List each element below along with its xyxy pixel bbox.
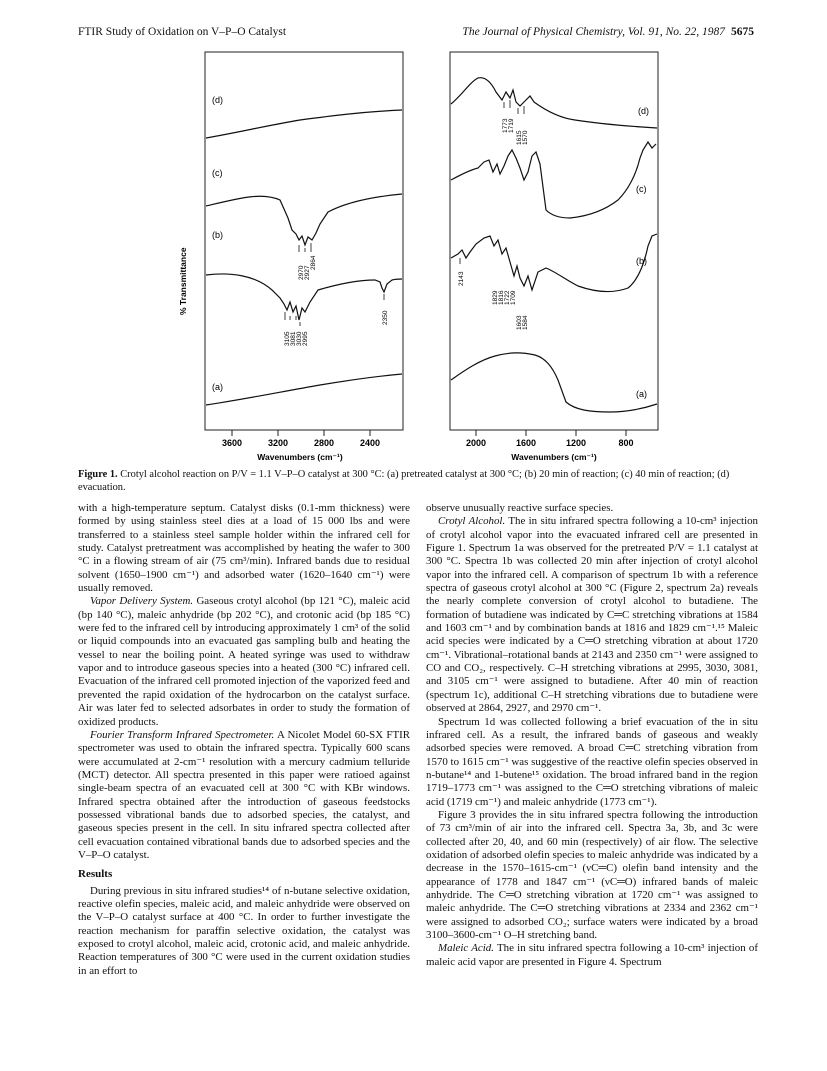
- right-annot-2143: 2143: [458, 271, 465, 286]
- right-trace-d: [451, 78, 657, 128]
- left-trace-c: [206, 194, 402, 245]
- right-tick-800: 800: [618, 438, 634, 448]
- right-label-b: (b): [636, 256, 647, 266]
- caption-label: Figure 1.: [78, 469, 118, 480]
- right-paragraph-2: Crotyl Alcohol. The in situ infrared spectra following a 10-cm³ injection of crotyl alcohol vapor into the evacuated infrared cell are presented in Figure 1. Spectrum 1a was observed for the pretreated P/V = 1.1 catalyst at 300 °C. Spectra 1b was collected 20 min after injection of crotyl alcohol vapor into the infrared cell. A comparison of spectrum 1b with a reference spectra of gaseous crotyl alcohol at 300 °C (Figure 2, spectrum 2a) reveals the nearly complete conversion of crotyl alcohol to butadiene. The formation of butadiene was indicated by C═C stretching vibrations at 1584 and 1603 cm⁻¹ and by combination bands at 1816 and 1829 cm⁻¹.¹⁵ Maleic acid species were indicated by a C═O stretching vibration at about 1720 cm⁻¹. Vibrational–rotational bands at 2143 and 2350 cm⁻¹ were assigned to CO and CO₂, respectively. C–H stretching vibrations at 2995, 3030, 3081, and 3105 cm⁻¹ were assigned to butadiene. After 40 min of reaction (spectrum 1c), additional C–H stretching vibrations due to butadiene were observed at 2864, 2927, and 2970 cm⁻¹.: [426, 515, 758, 715]
- left-annot-3081: 3081: [290, 331, 297, 346]
- figure-1: [0, 40, 827, 468]
- left-annot-2864: 2864: [310, 255, 317, 270]
- right-annot-1816: 1816: [498, 290, 505, 305]
- right-trace-c: [451, 142, 656, 218]
- left-annot-3105: 3105: [284, 331, 291, 346]
- left-tick-2400: 2400: [359, 438, 381, 448]
- left-annot-2927: 2927: [304, 265, 311, 280]
- right-label-c: (c): [636, 184, 647, 194]
- right-annot-1570: 1570: [522, 130, 529, 145]
- left-xlabel: Wavenumbers (cm⁻¹): [257, 452, 343, 462]
- right-plot-frame: [450, 52, 658, 430]
- results-heading: Results: [78, 868, 113, 881]
- figure-caption: [78, 468, 758, 494]
- right-annot-1722: 1722: [504, 290, 511, 305]
- right-annot-1719: 1719: [508, 118, 515, 133]
- page-number: 5675: [731, 26, 754, 38]
- right-xlabel: Wavenumbers (cm⁻¹): [511, 452, 597, 462]
- right-trace-b: [451, 234, 657, 292]
- right-tick-1200: 1200: [565, 438, 587, 448]
- right-label-a: (a): [636, 389, 647, 399]
- left-trace-d: [206, 110, 402, 138]
- left-ylabel: % Transmittance: [178, 247, 188, 315]
- right-trace-a: [451, 353, 657, 412]
- left-paragraph-3: Fourier Transform Infrared Spectrometer. A Nicolet Model 60-SX FTIR spectrometer was used to obtain the infrared spectra. Typically 600 scans were accumulated at 2-cm⁻¹ resolution with a mercury cadmium telluride (MCT) detector. All spectra presented in this paper were ratioed against single-beam spectra of an evacuated cell at 300 °C with KBr windows. Infrared spectra obtained after the introduction of gaseous feedstocks possessed vibrational bands due to adsorbed species, the catalyst, and gaseous species present in the cell. In situ infrared spectra collected after cell evacuation contained vibrational bands due to adsorbed species and the V–P–O catalyst.: [78, 728, 411, 861]
- right-label-d: (d): [638, 106, 649, 116]
- right-annot-1773: 1773: [502, 118, 509, 133]
- right-annot-1584: 1584: [522, 315, 529, 330]
- right-annot-1709: 1709: [510, 290, 517, 305]
- left-tick-3600: 3600: [221, 438, 243, 448]
- right-text-column: [426, 502, 758, 969]
- left-paragraph-1: with a high-temperature septum. Catalyst disks (0.1-mm thickness) were formed by using stainless steel dies at a load of 15 000 lbs and were transferred to a stainless steel sample holder within the infrared cell for study. Catalyst pretreatment was accomplished by heating the wafer to 300 °C in a flowing stream of air (75 cm³/min). Infrared bands due to residual solvent (1650–1900 cm⁻¹) and adsorbed water (1620–1640 cm⁻¹) were usually removed.: [78, 502, 410, 595]
- right-paragraph-1: observe unusually reactive surface species.: [426, 502, 614, 514]
- left-label-a: (a): [212, 382, 223, 392]
- right-annot-1615: 1615: [516, 130, 523, 145]
- right-tick-2000: 2000: [465, 438, 487, 448]
- left-tick-2800: 2800: [313, 438, 335, 448]
- left-annot-2995: 2995: [302, 331, 309, 346]
- left-tick-3200: 3200: [267, 438, 289, 448]
- left-annot-3030: 3030: [296, 331, 303, 346]
- left-label-c: (c): [212, 168, 223, 178]
- right-spectrum-panel: [450, 52, 658, 462]
- left-paragraph-4: During previous in situ infrared studies¹⁴ of n-butane selective oxidation, reactive olefin species, maleic acid, and maleic anhydride were observed on the V–P–O catalyst surface at 400 °C. In order to further investigate the reaction mechanism for paraffin selective oxidation, the catalyst was exposed to crotyl alcohol, maleic acid, crotonic acid, and maleic anhydride. Reaction temperatures of 300 °C were used in the current oxidation studies in an effort to: [78, 884, 410, 977]
- left-paragraph-2: Vapor Delivery System. Gaseous crotyl alcohol (bp 121 °C), maleic acid (bp 140 °C), maleic anhydride (bp 202 °C), and crotonic acid (bp 185 °C) were fed to the infrared cell by introducing approximately 1 cm³ of the solid or liquid compounds into an evacuated gas sampling bulb and heating the vessel to near the boiling point. A heated syringe was used to withdraw vapor and to introduce gaseous species into a heated (300 °C) infrared cell. Evacuation of the infrared cell promoted injection of the vaporized feed and prevented the rapid oxidation of the hydrocarbon on the catalyst surface. Air was later fed to selected adsorbates in order to study the formation of oxidized products.: [78, 595, 410, 728]
- left-trace-a: [206, 374, 402, 405]
- left-label-b: (b): [212, 230, 223, 240]
- journal-citation: The Journal of Physical Chemistry, Vol. 91, No. 22, 1987 5675: [462, 26, 754, 38]
- right-paragraph-4: Figure 3 provides the in situ infrared spectra following the introduction of 73 cm³/min of air into the infrared cell. Spectra 3a, 3b, and 3c were collected after 20, 40, and 60 min (respectively) of air flow. The selective oxidation of adsorbed olefin species to maleic anhydride was indicated by a decrease in the 1570–1615-cm⁻¹ (νC═C) olefin band intensity and the appearance of 1778 and 1847 cm⁻¹ (νC═O) infrared bands of maleic anhydride. The C═O stretching vibration at 1720 cm⁻¹ was assigned to maleic anhydride. The C═O stretching vibrations at 2334 and 2362 cm⁻¹ were assigned to adsorbed CO₂; surface waters were indicated by a broad 3100–3600-cm⁻¹ O–H stretching band.: [426, 808, 758, 941]
- right-annot-1829: 1829: [492, 290, 499, 305]
- running-title: FTIR Study of Oxidation on V–P–O Catalyst: [78, 26, 287, 38]
- left-annot-2970: 2970: [298, 265, 305, 280]
- right-tick-1600: 1600: [515, 438, 537, 448]
- caption-text: Crotyl alcohol reaction on P/V = 1.1 V–P–O catalyst at 300 °C: (a) pretreated catalyst at 300 °C; (b) 20 min of reaction; (c) 40 min of reaction; (d) evacuation.: [78, 469, 730, 493]
- left-spectrum-panel: [178, 52, 403, 462]
- right-paragraph-5: Maleic Acid. The in situ infrared spectra following a 10-cm³ injection of maleic acid vapor are presented in Figure 4. Spectrum: [426, 942, 758, 968]
- left-annot-2350: 2350: [382, 310, 389, 325]
- left-text-column: [78, 502, 410, 978]
- left-label-d: (d): [212, 95, 223, 105]
- right-annot-1603: 1603: [516, 315, 523, 330]
- right-paragraph-3: Spectrum 1d was collected following a brief evacuation of the in situ infrared cell. As a result, the infrared bands of gaseous and weakly adsorbed species were removed. A broad C═C stretching vibration from 1570 to 1615 cm⁻¹ was suggestive of the reactive olefin species observed in n-butane¹⁴ and 1-butene¹⁵ oxidation. The broad infrared band in the region 1719–1773 cm⁻¹ was assigned to the C═O stretching vibrations of maleic acid (1719 cm⁻¹) and maleic anhydride (1773 cm⁻¹).: [426, 715, 758, 808]
